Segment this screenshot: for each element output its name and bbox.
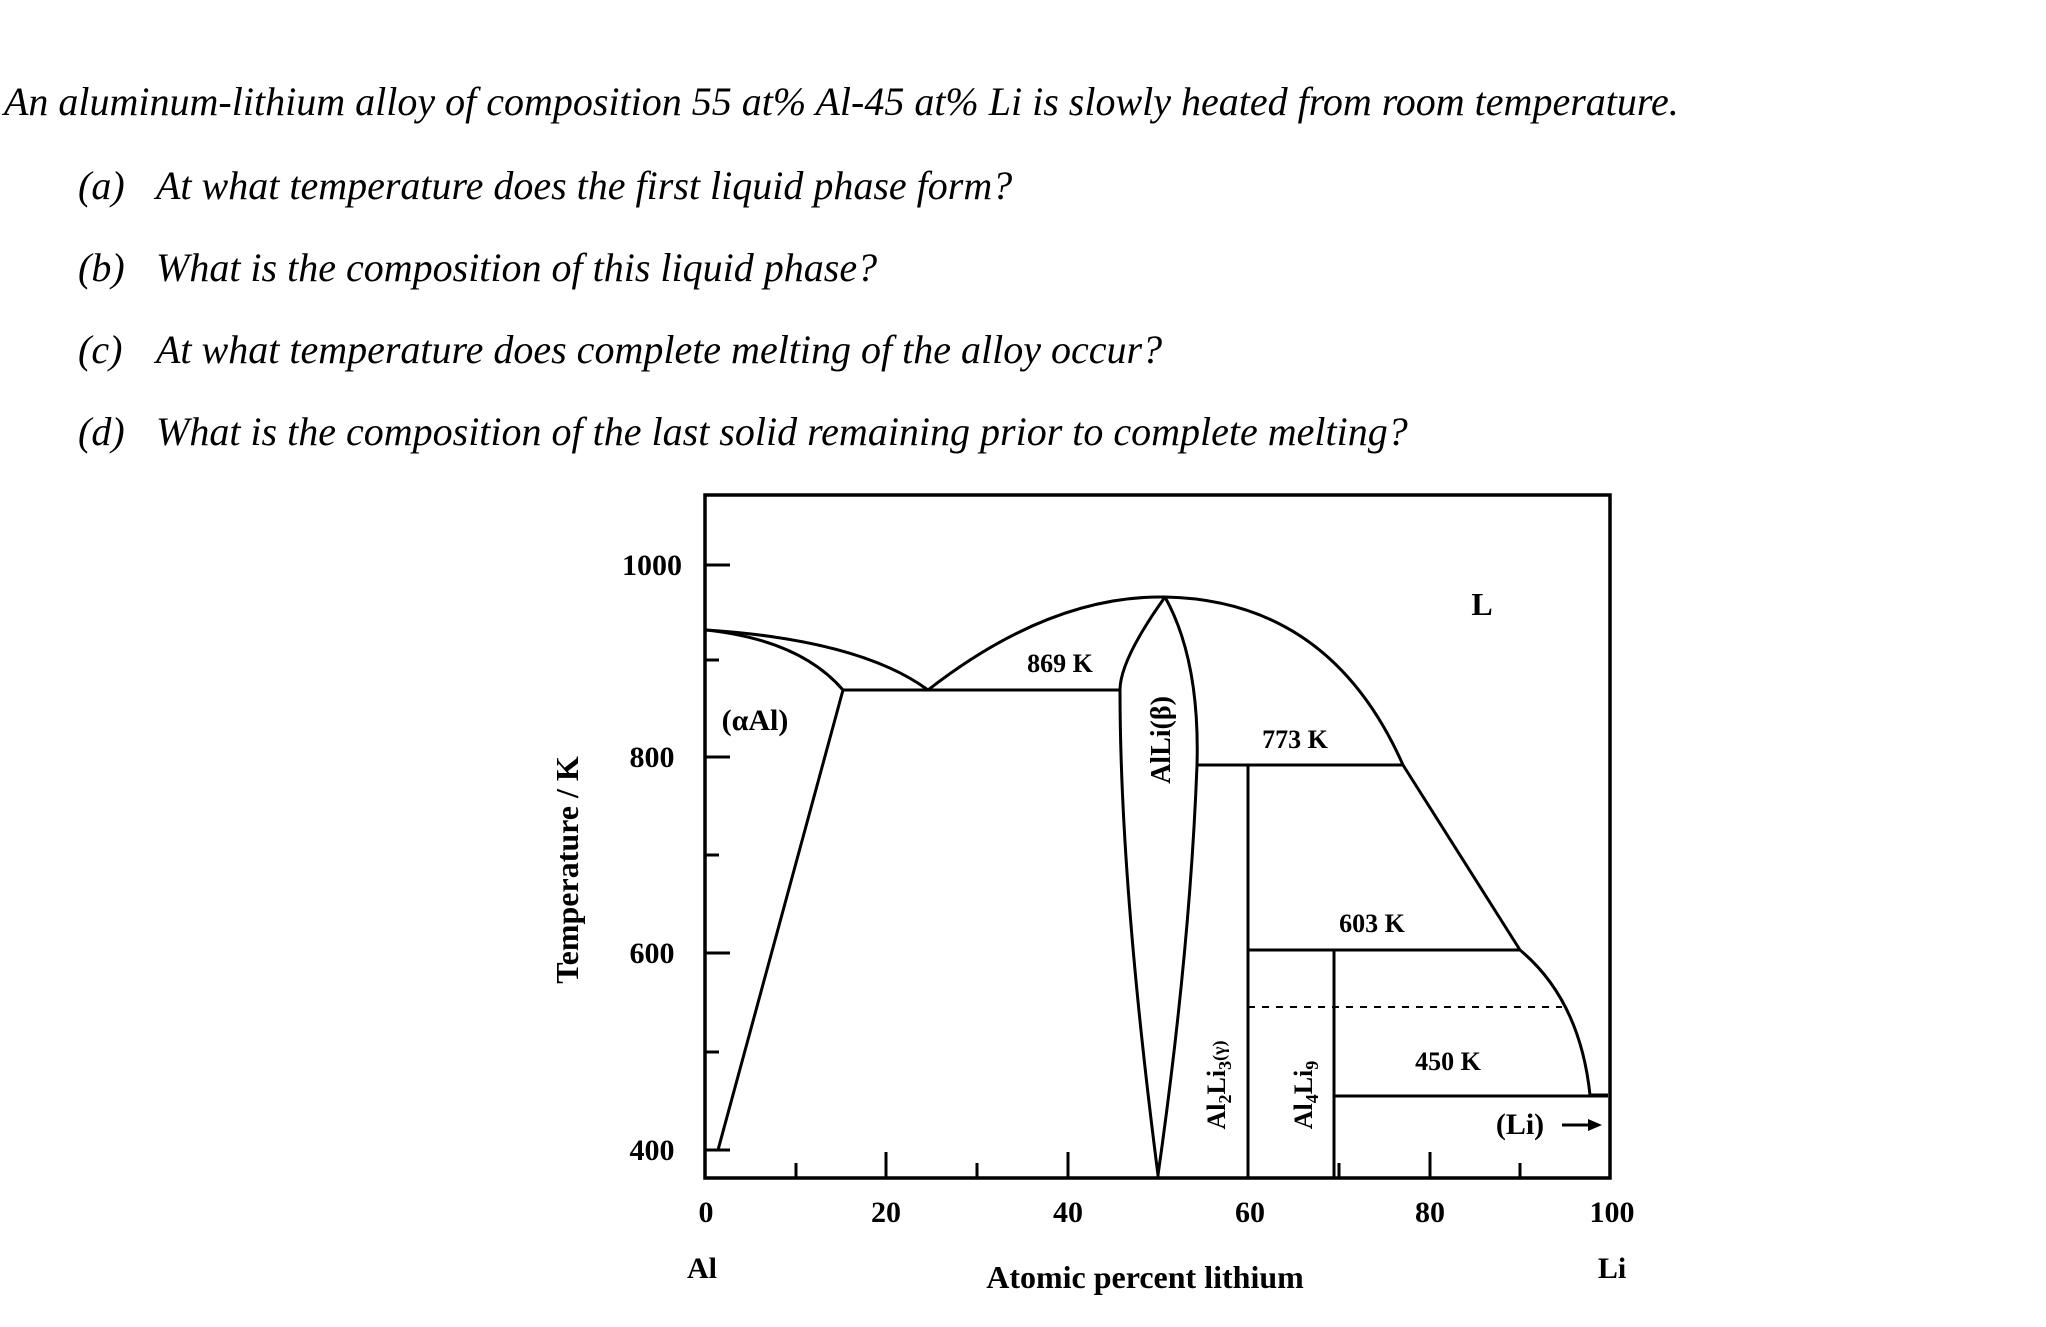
y-axis-label: Temperature / K (549, 756, 585, 984)
phase-label-al4li9: $Al_4Li_9$ (1289, 1060, 1322, 1130)
isotherm-label-450k: 450 K (1415, 1047, 1481, 1076)
question-text: What is the composition of the last solid remaining prior to complete melting? (156, 409, 1408, 454)
question-tag: (a) (78, 163, 125, 208)
isotherm-label-869k: 869 K (1027, 649, 1093, 678)
li-arrow (1562, 1119, 1602, 1131)
question-tag: (c) (78, 327, 123, 372)
x-ticks (705, 1152, 1520, 1178)
phase-label-alpha-al: (αAl) (721, 704, 789, 737)
question-text: At what temperature does complete melting of the alloy occur? (156, 327, 1163, 372)
problem-statement: An aluminum-lithium alloy of composition 55 at% Al-45 at% Li is slowly heated from room temperature. (4, 79, 1679, 124)
question-tag: (d) (78, 409, 125, 454)
x-axis-label: Atomic percent lithium (986, 1259, 1304, 1295)
x-tick-label: 20 (871, 1196, 901, 1229)
isotherm-label-603k: 603 K (1339, 909, 1405, 938)
x-end-label-al: Al (687, 1252, 717, 1285)
question-text: At what temperature does the first liquid phase form? (156, 163, 1013, 208)
liquidus-tail (1520, 950, 1608, 1095)
y-tick-label: 800 (629, 741, 675, 774)
al-solvus (718, 690, 843, 1150)
x-tick-label: 40 (1053, 1196, 1083, 1229)
y-tick-label: 600 (629, 937, 675, 970)
y-tick-label: 400 (629, 1134, 675, 1167)
phase-label-beta: AlLi(β) (1146, 696, 1177, 784)
y-ticks (705, 565, 730, 1150)
liquidus-lower (1403, 765, 1520, 950)
al-liquidus (706, 630, 928, 690)
x-tick-label: 80 (1415, 1196, 1445, 1229)
x-tick-label: 0 (698, 1196, 714, 1229)
question-text: What is the composition of this liquid phase? (156, 245, 878, 290)
y-tick-label: 1000 (622, 549, 682, 582)
x-end-label-li: Li (1597, 1252, 1627, 1285)
x-tick-label: 60 (1235, 1196, 1265, 1229)
al-solidus (706, 630, 843, 690)
phase-label-li: (Li) (1495, 1108, 1545, 1141)
beta-field-left (1120, 597, 1165, 1175)
beta-field-right (1158, 597, 1197, 1175)
phase-label-liquid: L (1471, 586, 1493, 622)
phase-label-gamma: $Al_2Li_3^{(\gamma)}$ (1202, 1040, 1235, 1130)
x-tick-label: 100 (1589, 1196, 1635, 1229)
question-tag: (b) (78, 245, 125, 290)
isotherm-label-773k: 773 K (1262, 725, 1328, 754)
